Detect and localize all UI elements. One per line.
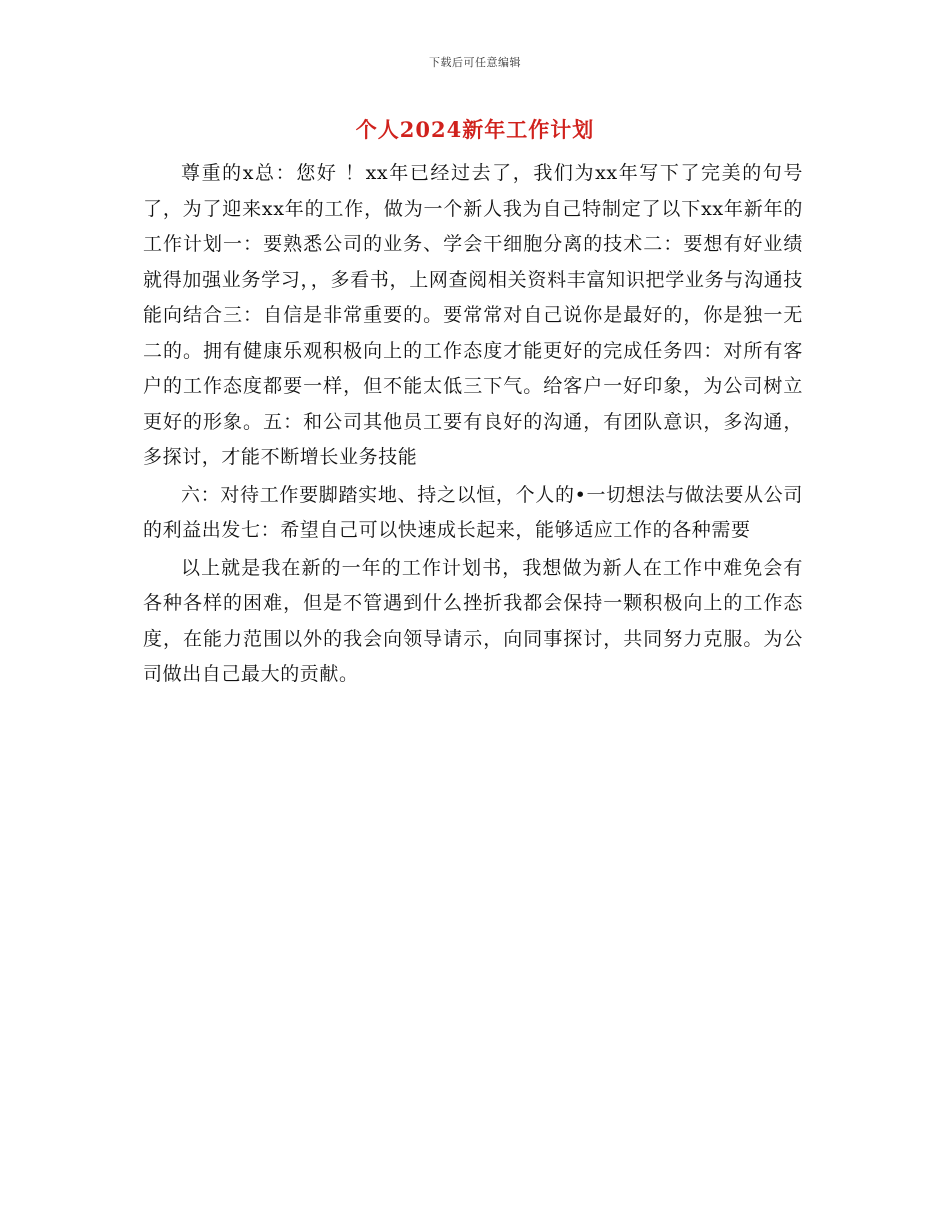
download-note: 下载后可任意编辑 <box>429 56 521 69</box>
document-title: 个人2024新年工作计划 <box>355 117 595 142</box>
paragraph-six-seven: 六：对待工作要脚踏实地、持之以恒，个人的•一切想法与做法要从公司的利益出发七：希望自己可以快速成长起来，能够适应工作的各种需要 <box>143 483 803 541</box>
paragraph-greeting-plan: 尊重的x总：您好 ！xx年已经过去了，我们为xx年写下了完美的句号了，为了迎来xx年的工作，做为一个新人我为自己特制定了以下xx年新年的工作计划一：要熟悉公司的业务、学会干细胞分离的技术二：要想有好业绩就得加强业务学习，，多看书，上网查阅相关资料丰富知识把学业务与沟通技能向结合三：自信是非常重要的。要常常对自己说你是最好的，你是独一无二的。拥有健康乐观积极向上的工作态度才能更好的完成任务四：对所有客户的工作态度都要一样，但不能太低三下气。给客户一好印象，为公司树立更好的形象。五：和公司其他员工要有良好的沟通，有团队意识，多沟通，多探讨，才能不断增长业务技能 <box>143 162 803 468</box>
paragraph-conclusion: 以上就是我在新的一年的工作计划书，我想做为新人在工作中难免会有各种各样的困难，但是不管遇到什么挫折我都会保持一颗积极向上的工作态度，在能力范围以外的我会向领导请示，向同事探讨，共同努力克服。为公司做出自己最大的贡献。 <box>143 556 803 685</box>
document-body <box>143 156 803 695</box>
